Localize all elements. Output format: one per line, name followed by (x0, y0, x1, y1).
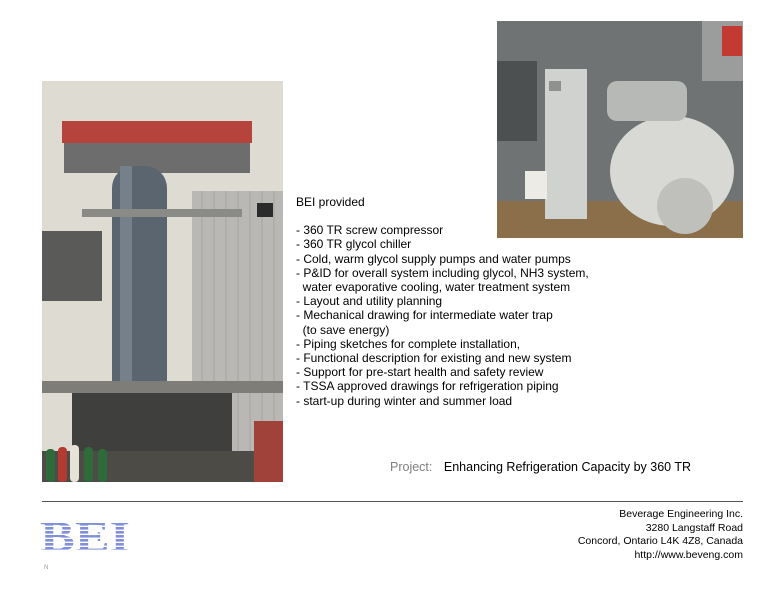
list-item: - start-up during winter and summer load (296, 393, 513, 408)
list-item: - Functional description for existing and new system (296, 351, 572, 366)
city-address: Concord, Ontario L4K 4Z8, Canada (577, 535, 743, 547)
list-item: water evaporative cooling, water treatment system (296, 280, 571, 295)
list-item: - Layout and utility planning (296, 294, 443, 309)
list-item: - P&ID for overall system including glycol, NH3 system, (296, 265, 589, 280)
footer-divider (42, 501, 743, 502)
list-item: - Mechanical drawing for intermediate water trap (296, 308, 553, 323)
list-item: - Cold, warm glycol supply pumps and water pumps (296, 251, 571, 266)
project-title: Enhancing Refrigeration Capacity by 360 TR (443, 460, 692, 474)
intro-text: BEI provided (296, 195, 365, 209)
company-address (578, 508, 743, 562)
website-link[interactable]: http://www.beveng.com (634, 548, 743, 561)
company-name: Beverage Engineering Inc. (619, 508, 743, 520)
project-label: Project: (390, 460, 433, 474)
list-item: (to save energy) (296, 322, 390, 337)
footnote-mark: N (44, 565, 49, 571)
project-caption (390, 460, 691, 474)
street-address: 3280 Langstaff Road (645, 521, 743, 534)
list-item: - TSSA approved drawings for refrigeration piping (296, 379, 559, 394)
installation-exterior-photo (42, 81, 283, 482)
list-item: - 360 TR glycol chiller (296, 237, 412, 252)
services-list (296, 195, 596, 408)
list-item: - Piping sketches for complete installation, (296, 336, 521, 351)
list-item: - Support for pre-start health and safety review (296, 365, 544, 380)
svg-text:BEI: BEI (40, 515, 130, 555)
bei-logo (40, 515, 132, 555)
list-item: - 360 TR screw compressor (296, 223, 444, 238)
